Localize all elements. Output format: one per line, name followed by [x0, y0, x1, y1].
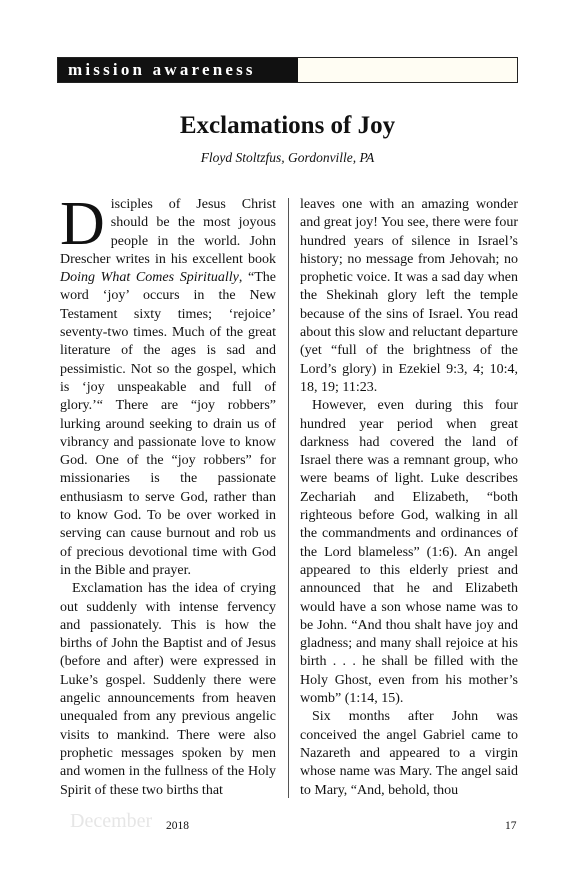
paragraph: Six months after John was conceived the angel Gabriel came to Nazareth and appeared to a virgin whose name was Mary. The angel said to Mary, “And, behold, thou [300, 709, 518, 798]
article-byline: Floyd Stoltzfus, Gordonville, PA [200, 150, 375, 165]
text-column-left [60, 190, 276, 800]
paragraph: However, even during this four hundred year period when great darkness had covered the land of Israel there was a remnant group, who were beams of light. Luke describes Zechariah and Elizabeth, “both righteous before God, walking in all the commandments and ordinances of the Lord blameless” (1:6). An angel appeared to this elderly priest and announced that he and Elizabeth would have a son whose name was to be John. “And thou shalt have joy and gladness; and many shall rejoice at his birth . . . he shall be filled with the Holy Ghost, even from his mother’s womb” (1:14, 15). [300, 398, 518, 707]
text-column-right [300, 196, 518, 800]
drop-cap: D [60, 190, 105, 258]
article-title: Exclamations of Joy [179, 112, 396, 139]
footer-month: December [70, 810, 153, 832]
paragraph-text: , “The word ‘joy’ occurs in the New Testament sixty times; ‘rejoice’ seventy-two times. Much of the great literature of the ages is sad and pessimistic. Not so the gospel, which is ‘joy unspeakable and full of glory.’“ There are “joy robbers” lurking around seeking to drain us of vibrancy and passionate love to know God. One of the “joy robbers” for missionaries is the passionate enthusiasm to serve God, rather than to know God. To be over worked in serving can cause burnout and rob us of precious devotional time with God in the Bible and prayer. [60, 270, 276, 578]
section-banner-label: mission awareness [58, 58, 298, 82]
column-divider [288, 198, 289, 798]
paragraph: Exclamation has the idea of crying out suddenly with intense fervency and passionately. This is how the births of John the Baptist and of Jesus (before and after) were expressed in Luke’s gospel. Suddenly there were angelic announcements from heaven unequaled from any previous angelic visits to mankind. There were also prophetic messages spoken by men and women in the fullness of the Holy Spirit of these two births that [60, 581, 276, 798]
book-title: Doing What Comes Spiritually [60, 270, 239, 286]
footer-year: 2018 [166, 820, 189, 832]
paragraph: leaves one with an amazing wonder and great joy! You see, there were four hundred years of silence in Israel’s history; no message from Jehovah; no prophetic voice. It was a sad day when the Shekinah glory left the temple because of the sins of Israel. You read about this slow and reluctant departure (yet “full of the brightness of the Lord’s glory) in Ezekiel 9:3, 4; 10:4, 18, 19; 11:23. [300, 197, 518, 395]
page-number: 17 [505, 820, 517, 832]
paragraph [60, 190, 276, 580]
paragraph-text: isciples of Jesus Christ should be the most joyous people in the world. John Drescher writes in his excellent book [60, 197, 276, 267]
section-banner [57, 57, 518, 83]
